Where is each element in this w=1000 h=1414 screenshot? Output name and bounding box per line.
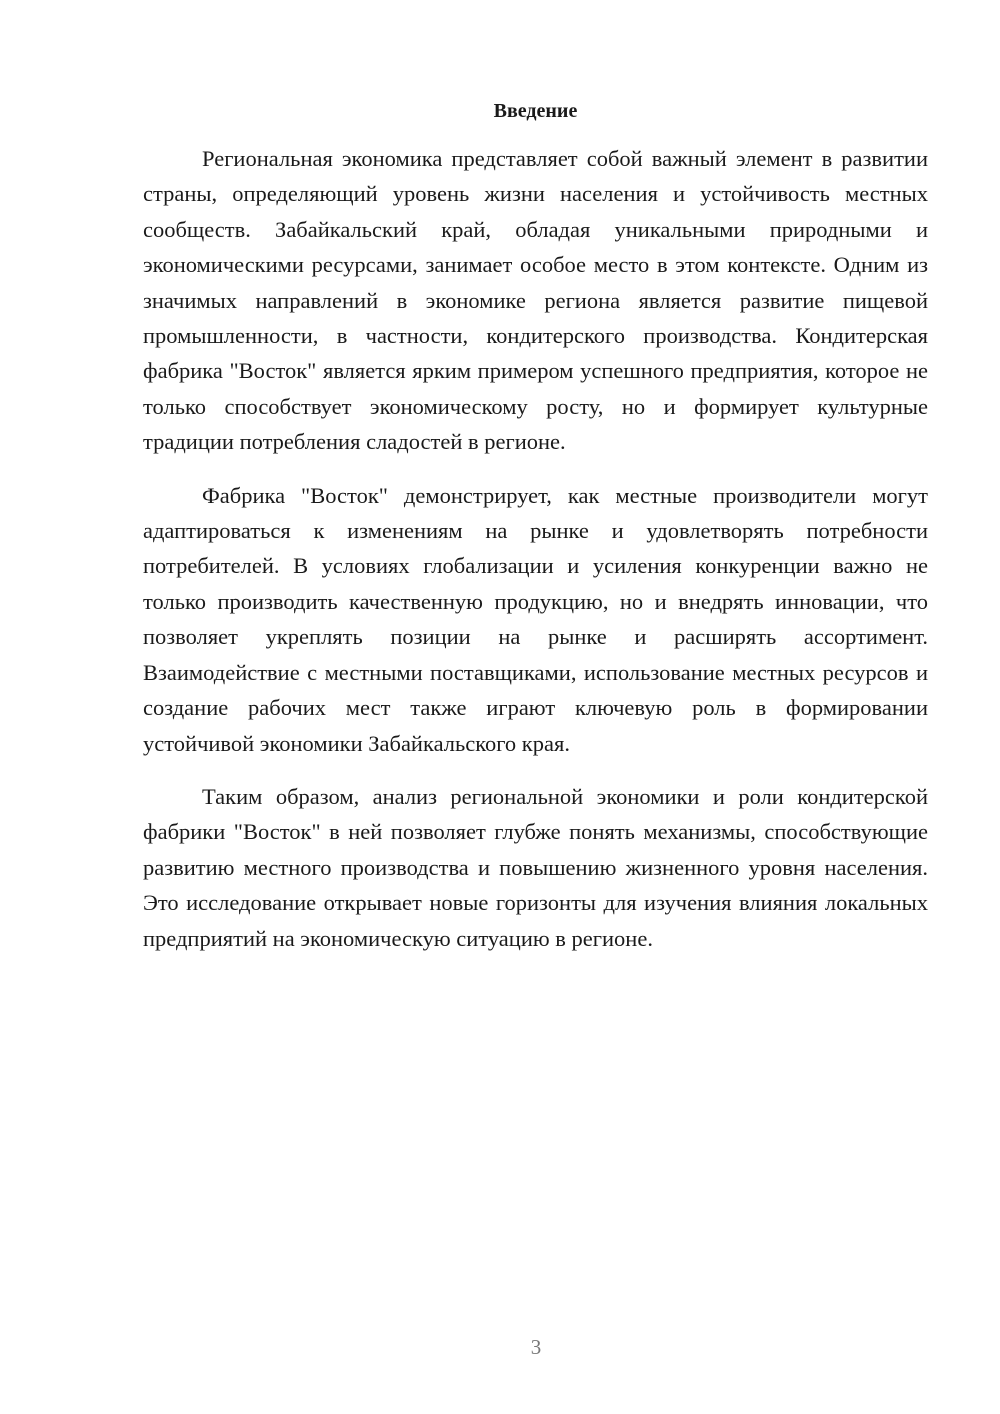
paragraph-3: Таким образом, анализ региональной экономики и роли кондитерской фабрики "Восток" в ней позволяет глубже понять механизмы, способствующие развитию местного производства и повышению жизненного уровня населения. Это исследование открывает новые горизонты для изучения влияния локальных предприятий на экономическую ситуацию в регионе. — [143, 783, 928, 951]
page-title: Введение — [493, 100, 578, 122]
page-number: 3 — [530, 1335, 542, 1359]
paragraph-1: Региональная экономика представляет собой важный элемент в развитии страны, определяющий уровень жизни населения и устойчивость местных сообществ. Забайкальский край, обладая уникальными природными и экономическими ресурсами, занимает особое место в этом контексте. Одним из значимых направлений в экономике региона является развитие пищевой промышленности, в частности, кондитерского производства. Кондитерская фабрика "Восток" является ярким примером успешного предприятия, которое не только способствует экономическому росту, но и формирует культурные традиции потребления сладостей в регионе. — [143, 146, 928, 455]
paragraph-2: Фабрика "Восток" демонстрирует, как местные производители могут адаптироваться к изменениям на рынке и удовлетворять потребности потребителей. В условиях глобализации и усиления конкуренции важно не только производить качественную продукцию, но и внедрять инновации, что позволяет укреплять позиции на рынке и расширять ассортимент. Взаимодействие с местными поставщиками, использование местных ресурсов и создание рабочих мест также играют ключевую роль в формировании устойчивой экономики Забайкальского края. — [143, 482, 928, 756]
document-body — [143, 141, 928, 974]
